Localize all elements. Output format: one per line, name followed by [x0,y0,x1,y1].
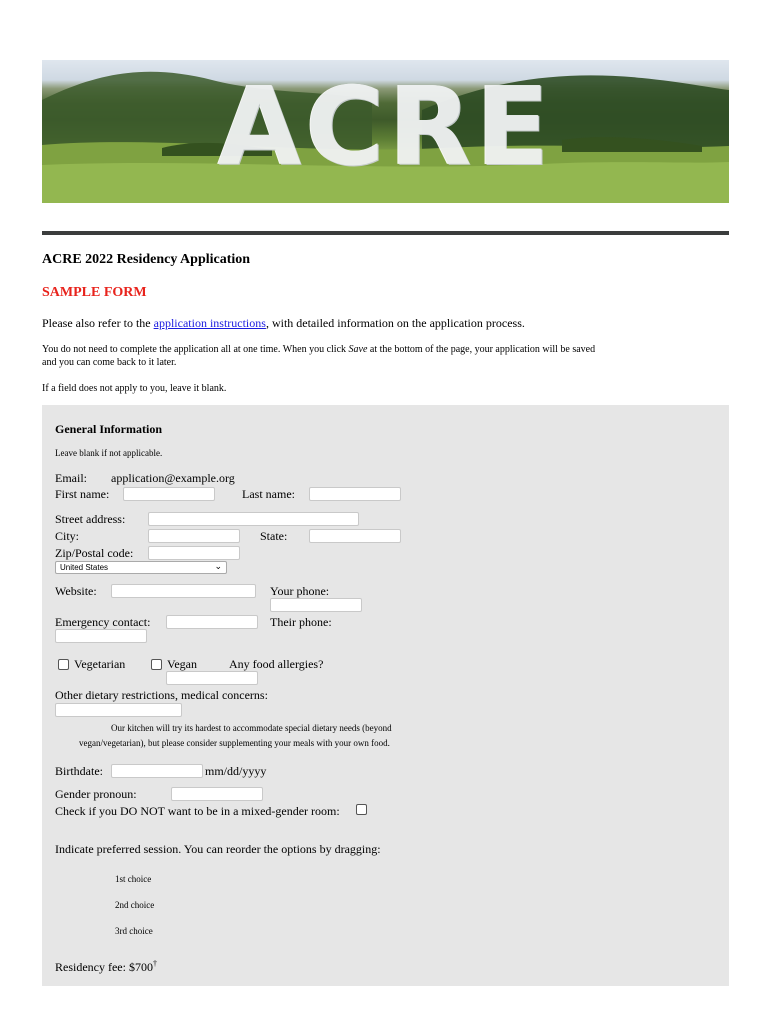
city-input[interactable] [148,529,240,543]
their-phone-input[interactable] [55,629,147,643]
kitchen-note-line1: Our kitchen will try its hardest to accommodate special dietary needs (beyond [111,723,392,733]
blank-note: If a field does not apply to you, leave it blank. [42,383,227,394]
kitchen-note-line2: vegan/vegetarian), but please consider supplementing your meals with your own food. [79,738,390,748]
dietary-input[interactable] [55,703,182,717]
sample-form-label: SAMPLE FORM [42,285,147,300]
chevron-down-icon: ⌄ [214,561,222,571]
birthdate-input[interactable] [111,764,203,778]
session-choice-2[interactable]: 2nd choice [115,900,155,910]
emergency-contact-input[interactable] [166,615,258,629]
website-label: Website: [55,584,97,598]
banner-title: ACRE [217,65,554,190]
zip-input[interactable] [148,546,240,560]
city-label: City: [55,529,80,543]
page-title: ACRE 2022 Residency Application [42,252,251,267]
your-phone-label: Your phone: [270,584,330,598]
state-input[interactable] [309,529,401,543]
pronoun-label: Gender pronoun: [55,787,137,801]
first-name-label: First name: [55,487,110,501]
country-value: United States [60,563,109,572]
birthdate-label: Birthdate: [55,764,103,778]
last-name-label: Last name: [242,487,295,501]
session-label: Indicate preferred session. You can reorder the options by dragging: [55,842,381,856]
allergies-input[interactable] [166,671,258,685]
intro-before: Please also refer to the [42,316,154,330]
session-choice-3[interactable]: 3rd choice [115,926,153,936]
mixed-gender-label: Check if you DO NOT want to be in a mixed-gender room: [55,804,340,818]
intro-after: , with detailed information on the application process. [265,316,525,330]
allergies-label: Any food allergies? [229,657,324,671]
email-value: application@example.org [111,471,235,485]
residency-fee [55,959,157,975]
header-banner [42,60,729,203]
dagger-mark: † [152,959,157,968]
vegetarian-label: Vegetarian [74,657,126,671]
your-phone-input[interactable] [270,598,362,612]
last-name-input[interactable] [309,487,401,501]
website-input[interactable] [111,584,256,598]
save-note-b: at the bottom of the page, your application will be saved [367,344,596,355]
street-label: Street address: [55,512,126,526]
first-name-input[interactable] [123,487,215,501]
state-label: State: [260,529,288,543]
country-select[interactable] [55,561,227,574]
emergency-contact-label: Emergency contact: [55,615,151,629]
mixed-gender-checkbox[interactable] [356,804,367,815]
section-note: Leave blank if not applicable. [55,448,163,458]
intro-text [42,316,525,331]
their-phone-label: Their phone: [270,615,332,629]
save-note [42,343,595,369]
dietary-label: Other dietary restrictions, medical concerns: [55,688,268,702]
session-choice-1[interactable]: 1st choice [115,874,152,884]
vegan-label: Vegan [167,657,197,671]
residency-fee-label: Residency fee: $700 [55,960,153,974]
vegetarian-checkbox[interactable] [58,659,69,670]
birthdate-hint: mm/dd/yyyy [205,764,267,778]
header-divider [42,231,729,235]
street-input[interactable] [148,512,359,526]
pronoun-input[interactable] [171,787,263,801]
section-title: General Information [55,422,162,436]
save-note-em: Save [348,344,368,355]
vegan-checkbox[interactable] [151,659,162,670]
zip-label: Zip/Postal code: [55,546,134,560]
save-note-line2: and you can come back to it later. [42,357,177,368]
application-instructions-link[interactable]: application instructions [153,316,266,330]
save-note-a: You do not need to complete the application all at one time. When you click [42,344,349,355]
email-label: Email: [55,471,87,485]
